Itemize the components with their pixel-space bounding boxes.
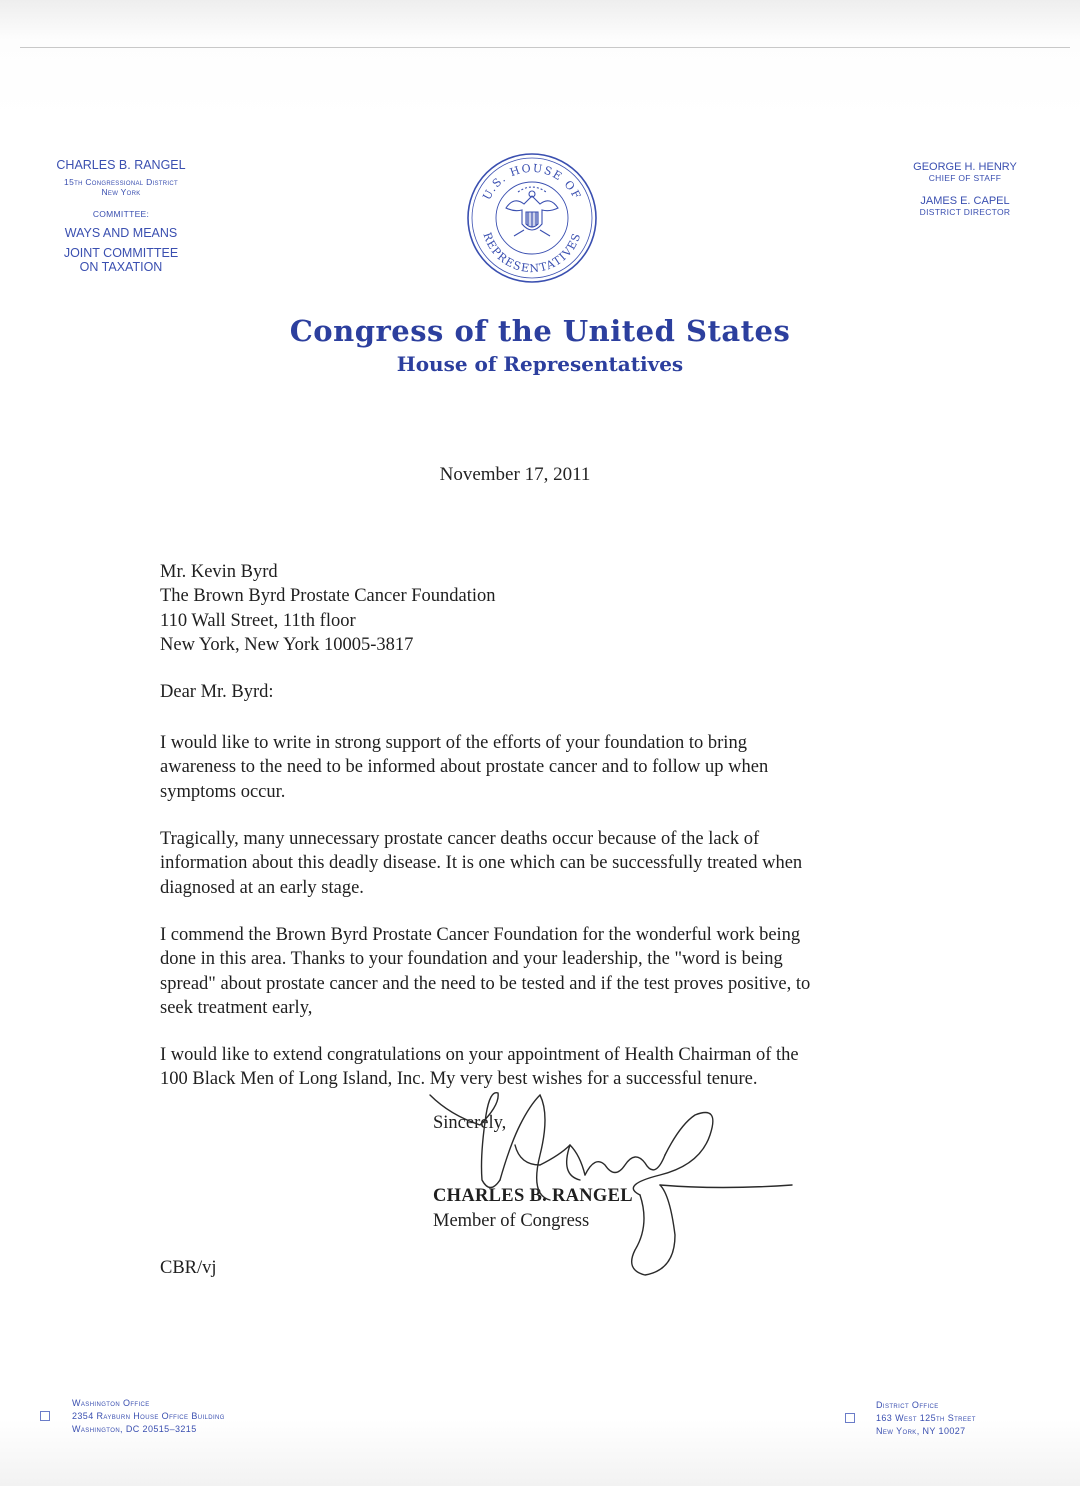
- footer-district-office: [876, 1399, 976, 1438]
- address-line: Mr. Kevin Byrd: [160, 562, 278, 582]
- washington-office-checkbox[interactable]: [40, 1411, 50, 1421]
- signer-name: CHARLES B. RANGEL: [433, 1186, 633, 1206]
- typist-initials: CBR/vj: [160, 1258, 217, 1278]
- member-name: CHARLES B. RANGEL: [56, 158, 186, 172]
- paragraph-line: diagnosed at an early stage.: [160, 877, 364, 898]
- paragraph-line: done in this area. Thanks to your foundation and your leadership, the "word is being: [160, 949, 783, 970]
- committee-ways-and-means: WAYS AND MEANS: [64, 225, 178, 240]
- paragraph-2: [160, 827, 920, 900]
- masthead: [0, 314, 1080, 376]
- office-label: District Office: [876, 1400, 939, 1410]
- chief-of-staff-title: CHIEF OF STAFF: [928, 172, 1002, 183]
- masthead-subtitle: House of Representatives: [396, 352, 684, 376]
- paragraph-line: awareness to the need to be informed about prostate cancer and to follow up when: [160, 757, 769, 778]
- paragraph-1: [160, 731, 920, 804]
- seal-text-bottom: REPRESENTATIVES: [480, 230, 584, 276]
- office-address-line: 163 West 125th Street: [876, 1413, 976, 1423]
- seal-text-top: U.S. HOUSE OF: [480, 161, 584, 203]
- address-line: The Brown Byrd Prostate Cancer Foundation: [160, 586, 496, 607]
- paragraph-line: I would like to extend congratulations on your appointment of Health Chairman of the: [160, 1045, 799, 1065]
- paragraph-line: Tragically, many unnecessary prostate cancer deaths occur because of the lack of: [160, 829, 760, 849]
- office-label: Washington Office: [72, 1398, 150, 1408]
- signer-title: Member of Congress: [433, 1211, 590, 1231]
- paragraph-line: symptoms occur.: [160, 781, 286, 802]
- office-address-line: Washington, DC 20515–3215: [72, 1424, 197, 1434]
- recipient-address: [160, 560, 920, 657]
- top-rule: [20, 47, 1070, 48]
- letter-date: November 17, 2011: [439, 464, 591, 485]
- district-director-title: DISTRICT DIRECTOR: [919, 207, 1011, 218]
- address-line: New York, New York 10005-3817: [160, 634, 414, 655]
- office-address-line: 2354 Rayburn House Office Building: [72, 1411, 225, 1421]
- footer-washington-office: [72, 1397, 225, 1436]
- masthead-title: Congress of the United States: [289, 314, 791, 348]
- paragraph-3: [160, 923, 920, 1020]
- letterhead-right: [895, 161, 1035, 218]
- paragraph-line: I would like to write in strong support of the efforts of your foundation to bring: [160, 733, 747, 753]
- paragraph-line: I commend the Brown Byrd Prostate Cancer Foundation for the wonderful work being: [160, 925, 801, 945]
- letterhead-left: [36, 158, 206, 275]
- closing: Sincerely,: [433, 1113, 507, 1133]
- committee-joint-line2: ON TAXATION: [79, 260, 163, 275]
- paragraph-line: information about this deadly disease. It is one which can be successfully treated when: [160, 853, 803, 874]
- district-director-name: JAMES E. CAPEL: [920, 195, 1010, 208]
- committee-joint-line1: JOINT COMMITTEE: [63, 246, 179, 261]
- address-line: 110 Wall Street, 11th floor: [160, 610, 356, 631]
- paragraph-line: seek treatment early,: [160, 997, 313, 1018]
- handwritten-signature: [420, 1085, 810, 1280]
- paragraph-line: spread" about prostate cancer and the need to be tested and if the test proves positive, to: [160, 973, 811, 994]
- paragraph-line: 100 Black Men of Long Island, Inc. My very best wishes for a successful tenure.: [160, 1069, 758, 1090]
- svg-text:REPRESENTATIVES: [480, 231, 583, 275]
- district: 15th Congressional District: [64, 177, 178, 188]
- committee-label: COMMITTEE:: [92, 208, 150, 219]
- office-address-line: New York, NY 10027: [876, 1426, 966, 1436]
- salutation: Dear Mr. Byrd:: [160, 682, 274, 702]
- district-office-checkbox[interactable]: [845, 1413, 855, 1423]
- chief-of-staff-name: GEORGE H. HENRY: [913, 161, 1017, 173]
- house-seal-icon: [466, 152, 598, 284]
- district-state: New York: [101, 187, 141, 198]
